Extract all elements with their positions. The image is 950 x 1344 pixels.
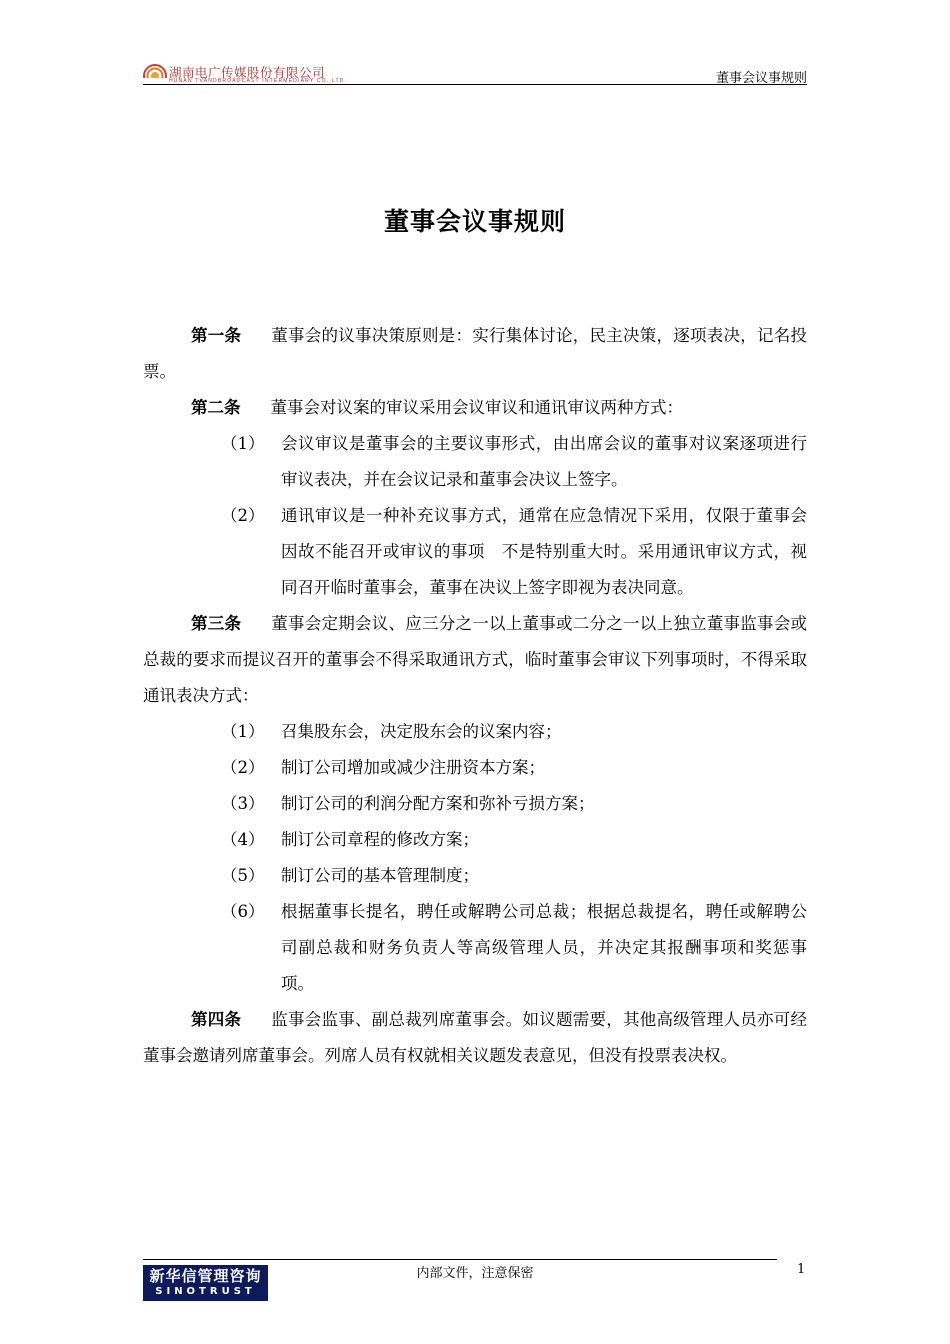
company-name: 湖南电广传媒股份有限公司 xyxy=(169,65,326,80)
article-4 xyxy=(143,1002,807,1074)
document-body xyxy=(143,318,807,1074)
item-number: （2） xyxy=(221,506,265,525)
article-label: 第四条 xyxy=(191,1010,242,1029)
logo-cn-text: 新华信管理咨询 xyxy=(149,1267,262,1285)
item-text: 制订公司的利润分配方案和弥补亏损方案； xyxy=(281,794,595,813)
sinotrust-logo xyxy=(143,1265,268,1301)
list-item xyxy=(143,714,807,750)
article-text: 董事会的议事决策原则是：实行集体讨论，民主决策，逐项表决，记名投票。 xyxy=(143,326,807,381)
item-number: （1） xyxy=(221,434,265,453)
item-number: （1） xyxy=(221,722,265,741)
item-number: （2） xyxy=(221,758,265,777)
list-item xyxy=(143,426,807,498)
article-3 xyxy=(143,606,807,714)
footer-divider xyxy=(143,1259,777,1260)
company-logo-icon xyxy=(143,62,167,86)
item-text: 制订公司章程的修改方案； xyxy=(281,830,479,849)
article-2 xyxy=(143,390,807,426)
footer-confidential-note: 内部文件，注意保密 xyxy=(416,1266,534,1281)
item-text: 制订公司增加或减少注册资本方案； xyxy=(281,758,545,777)
list-item xyxy=(143,750,807,786)
article-1 xyxy=(143,318,807,390)
list-item xyxy=(143,786,807,822)
item-number: （5） xyxy=(221,866,265,885)
article-text: 董事会对议案的审议采用会议审议和通讯审议两种方式： xyxy=(270,398,683,417)
logo-en-text: SINOTRUST xyxy=(155,1286,256,1297)
page-header xyxy=(143,60,807,86)
item-text: 会议审议是董事会的主要议事形式，由出席会议的董事对议案逐项进行审议表决，并在会议记录和董事会决议上签字。 xyxy=(281,434,807,489)
list-item xyxy=(143,498,807,606)
item-text: 通讯审议是一种补充议事方式，通常在应急情况下采用，仅限于董事会因故不能召开或审议的事项 不是特别重大时。采用通讯审议方式，视同召开临时董事会，董事在决议上签字即视为表决同意。 xyxy=(281,506,807,597)
page-title: 董事会议事规则 xyxy=(383,207,566,236)
item-number: （6） xyxy=(221,902,265,921)
article-label: 第三条 xyxy=(191,614,242,633)
header-doc-title: 董事会议事规则 xyxy=(715,71,807,86)
item-text: 召集股东会，决定股东会的议案内容； xyxy=(281,722,562,741)
article-label: 第二条 xyxy=(191,398,241,417)
list-item xyxy=(143,894,807,1002)
company-name-en: HUNAN TVANDBROADCAST INTERMEDIARY CO.,LTD. xyxy=(169,78,348,84)
article-label: 第一条 xyxy=(191,326,242,345)
header-divider xyxy=(143,84,807,85)
item-text: 制订公司的基本管理制度； xyxy=(281,866,479,885)
list-item xyxy=(143,822,807,858)
page-number: 1 xyxy=(797,1262,806,1277)
article-text: 董事会定期会议、应三分之一以上董事或二分之一以上独立董事监事会或总裁的要求而提议召开的董事会不得采取通讯方式，临时董事会审议下列事项时，不得采取通讯表决方式： xyxy=(143,614,807,705)
article-text: 监事会监事、副总裁列席董事会。如议题需要，其他高级管理人员亦可经董事会邀请列席董事会。列席人员有权就相关议题发表意见，但没有投票表决权。 xyxy=(143,1010,807,1065)
item-text: 根据董事长提名，聘任或解聘公司总裁；根据总裁提名，聘任或解聘公司副总裁和财务负责人等高级管理人员，并决定其报酬事项和奖惩事项。 xyxy=(281,902,807,993)
item-number: （3） xyxy=(221,794,265,813)
list-item xyxy=(143,858,807,894)
item-number: （4） xyxy=(221,830,265,849)
